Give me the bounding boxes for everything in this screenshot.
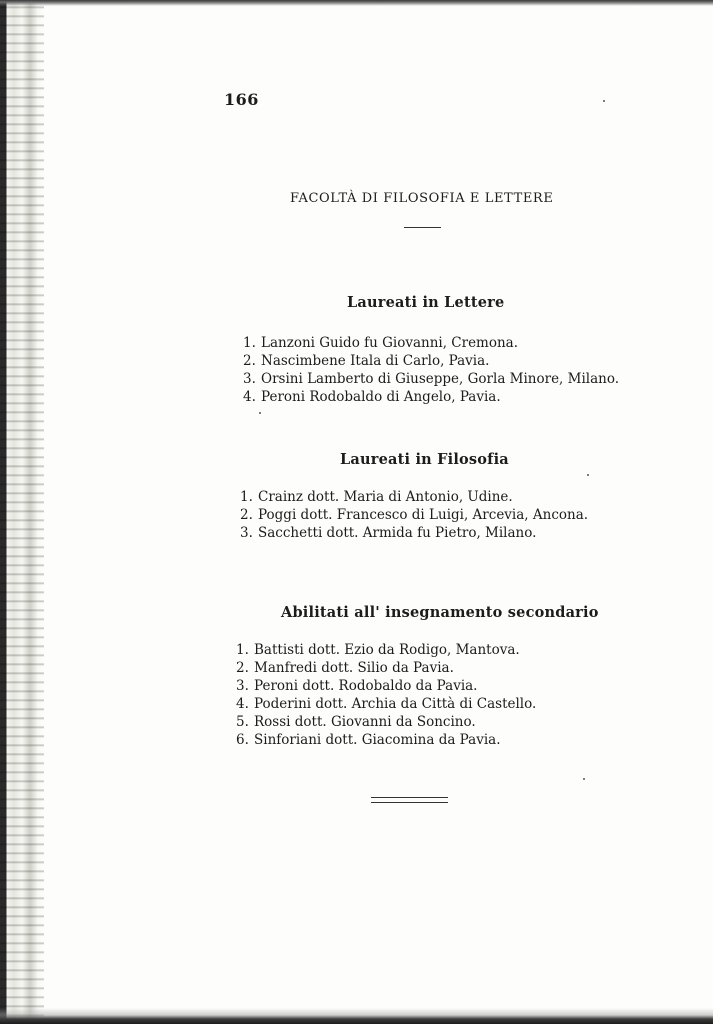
ink-speck	[259, 412, 261, 414]
list-item-text: Rossi dott. Giovanni da Soncino.	[254, 714, 476, 730]
list-item-text: Manfredi dott. Silio da Pavia.	[254, 660, 454, 676]
list-item-number: 4.	[243, 389, 256, 405]
list-item-text: Poderini dott. Archia da Città di Castello.	[254, 696, 537, 712]
list-item-text: Sinforiani dott. Giacomina da Pavia.	[254, 732, 501, 748]
list-item	[236, 713, 536, 731]
list-item	[236, 659, 536, 677]
list-item-number: 3.	[236, 678, 249, 694]
list-lettere	[243, 334, 619, 406]
list-item	[240, 524, 588, 542]
list-item	[240, 488, 588, 506]
list-item-text: Poggi dott. Francesco di Luigi, Arcevia, Ancona.	[258, 507, 589, 523]
list-item-number: 2.	[236, 660, 249, 676]
list-item	[236, 695, 536, 713]
list-item-number: 1.	[236, 642, 249, 658]
list-item-number: 6.	[236, 732, 249, 748]
list-item-text: Peroni dott. Rodobaldo da Pavia.	[254, 678, 478, 694]
list-item-number: 1.	[240, 489, 253, 505]
ink-speck	[587, 474, 589, 476]
list-item	[236, 677, 536, 695]
list-item-number: 3.	[240, 525, 253, 541]
list-item	[243, 334, 619, 352]
list-item	[236, 731, 536, 749]
list-item-text: Crainz dott. Maria di Antonio, Udine.	[258, 489, 513, 505]
list-item-number: 4.	[236, 696, 249, 712]
list-item-text: Battisti dott. Ezio da Rodigo, Mantova.	[254, 642, 520, 658]
section-heading-abilitati: Abilitati all' insegnamento secondario	[281, 604, 599, 621]
title-rule	[404, 227, 441, 228]
ink-speck	[603, 100, 605, 102]
list-item	[243, 370, 619, 388]
faculty-title: FACOLTÀ DI FILOSOFIA E LETTERE	[290, 191, 554, 206]
section-heading-lettere: Laureati in Lettere	[347, 294, 505, 311]
list-filosofia	[240, 488, 588, 542]
list-item-text: Peroni Rodobaldo di Angelo, Pavia.	[261, 389, 501, 405]
list-item-text: Nascimbene Itala di Carlo, Pavia.	[261, 353, 490, 369]
list-item-number: 2.	[243, 353, 256, 369]
list-item-number: 1.	[243, 335, 256, 351]
list-item	[236, 641, 536, 659]
bottom-page-edge	[0, 1008, 713, 1024]
list-item	[243, 352, 619, 370]
list-item-text: Lanzoni Guido fu Giovanni, Cremona.	[261, 335, 519, 351]
binding-edge	[0, 0, 44, 1024]
top-page-edge	[0, 0, 713, 6]
closing-double-rule	[371, 797, 448, 803]
list-abilitati	[236, 641, 536, 749]
page-number: 166	[224, 90, 259, 109]
list-item-text: Sacchetti dott. Armida fu Pietro, Milano.	[258, 525, 537, 541]
list-item-text: Orsini Lamberto di Giuseppe, Gorla Minore, Milano.	[261, 371, 620, 387]
list-item	[240, 506, 588, 524]
list-item-number: 3.	[243, 371, 256, 387]
section-heading-filosofia: Laureati in Filosofia	[340, 451, 509, 468]
ink-speck	[583, 778, 585, 780]
list-item-number: 5.	[236, 714, 249, 730]
list-item	[243, 388, 619, 406]
list-item-number: 2.	[240, 507, 253, 523]
